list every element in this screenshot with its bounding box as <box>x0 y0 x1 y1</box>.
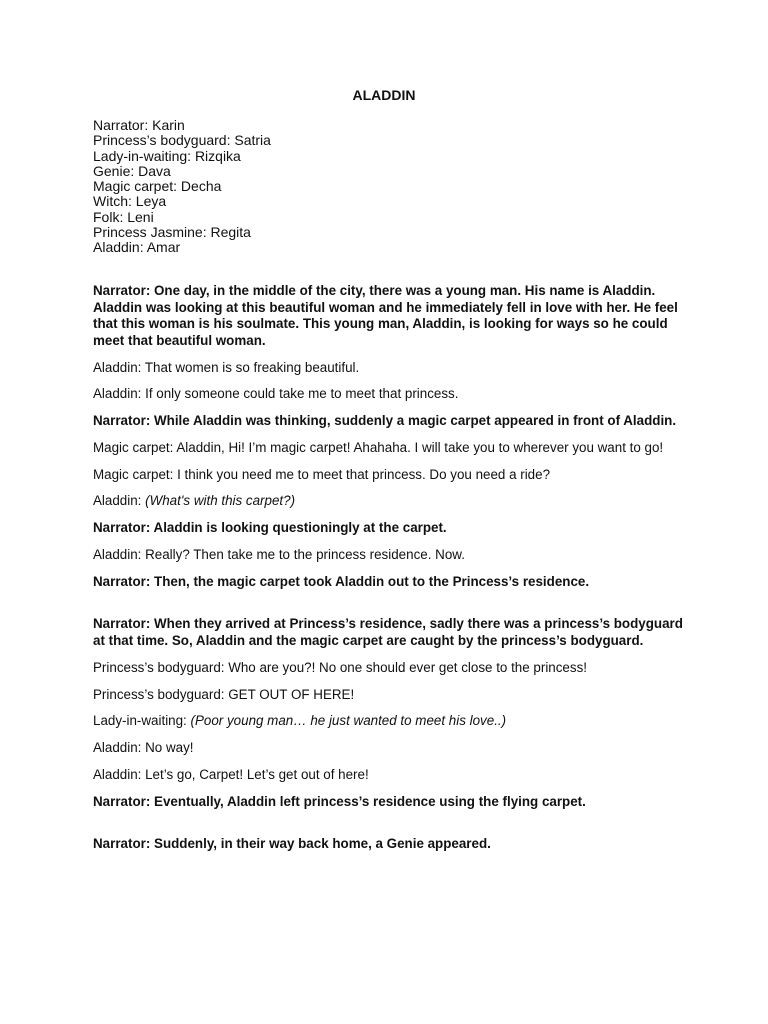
narration-line: Narrator: Eventually, Aladdin left princess’s residence using the flying carpet. <box>93 793 586 809</box>
speaker-label: Aladdin: <box>93 493 142 509</box>
narration-line: Narrator: One day, in the middle of the city, there was a young man. His name is Aladdin. Aladdin was looking at this beautiful woman and he immediately fell in love with her. He feel that this woman is his soulmate. This young man, Aladdin, is looking for ways so he could meet that beautiful woman. <box>93 283 678 348</box>
cast-entry: Magic carpet: Decha <box>93 178 222 195</box>
dialogue-line <box>93 493 683 510</box>
speaker-label: Lady-in-waiting: <box>93 713 187 729</box>
cast-entry: Aladdin: Amar <box>93 239 181 256</box>
dialogue-line: Aladdin: If only someone could take me to meet that princess. <box>93 386 459 402</box>
narration-line: Narrator: Then, the magic carpet took Aladdin out to the Princess’s residence. <box>93 573 590 589</box>
cast-entry: Princess Jasmine: Regita <box>93 224 251 241</box>
dialogue-line: Aladdin: Let’s go, Carpet! Let’s get out of here! <box>93 766 369 782</box>
cast-entry: Lady-in-waiting: Rizqika <box>93 147 241 164</box>
cast-list <box>93 118 271 256</box>
aside-text: (What's with this carpet?) <box>145 493 296 509</box>
narration-line: Narrator: While Aladdin was thinking, suddenly a magic carpet appeared in front of Aladdin. <box>93 413 677 429</box>
dialogue-line: Princess’s bodyguard: GET OUT OF HERE! <box>93 686 355 702</box>
aside-text: (Poor young man… he just wanted to meet his love..) <box>190 713 507 729</box>
cast-entry: Genie: Dava <box>93 162 171 179</box>
cast-entry: Witch: Leya <box>93 193 167 210</box>
dialogue-line: Princess’s bodyguard: Who are you?! No one should ever get close to the princess! <box>93 659 587 675</box>
narration-line: Narrator: Suddenly, in their way back home, a Genie appeared. <box>93 836 491 852</box>
narration-line: Narrator: When they arrived at Princess’s residence, sadly there was a princess’s bodyguard at that time. So, Aladdin and the magic carpet are caught by the princess’s bodyguard. <box>93 616 683 648</box>
narration-line: Narrator: Aladdin is looking questioningly at the carpet. <box>93 520 447 536</box>
document-title: ALADDIN <box>352 87 416 103</box>
dialogue-line: Aladdin: That women is so freaking beautiful. <box>93 359 360 375</box>
dialogue-line <box>93 713 683 730</box>
cast-entry: Narrator: Karin <box>93 117 185 133</box>
dialogue-line: Aladdin: No way! <box>93 740 194 756</box>
dialogue-line: Magic carpet: Aladdin, Hi! I’m magic carpet! Ahahaha. I will take you to wherever you want to go! <box>93 439 664 455</box>
dialogue-line: Aladdin: Really? Then take me to the princess residence. Now. <box>93 547 465 563</box>
dialogue-line: Magic carpet: I think you need me to meet that princess. Do you need a ride? <box>93 466 551 482</box>
cast-entry: Folk: Leni <box>93 208 154 225</box>
script-body <box>93 283 683 863</box>
cast-entry: Princess’s bodyguard: Satria <box>93 132 271 149</box>
